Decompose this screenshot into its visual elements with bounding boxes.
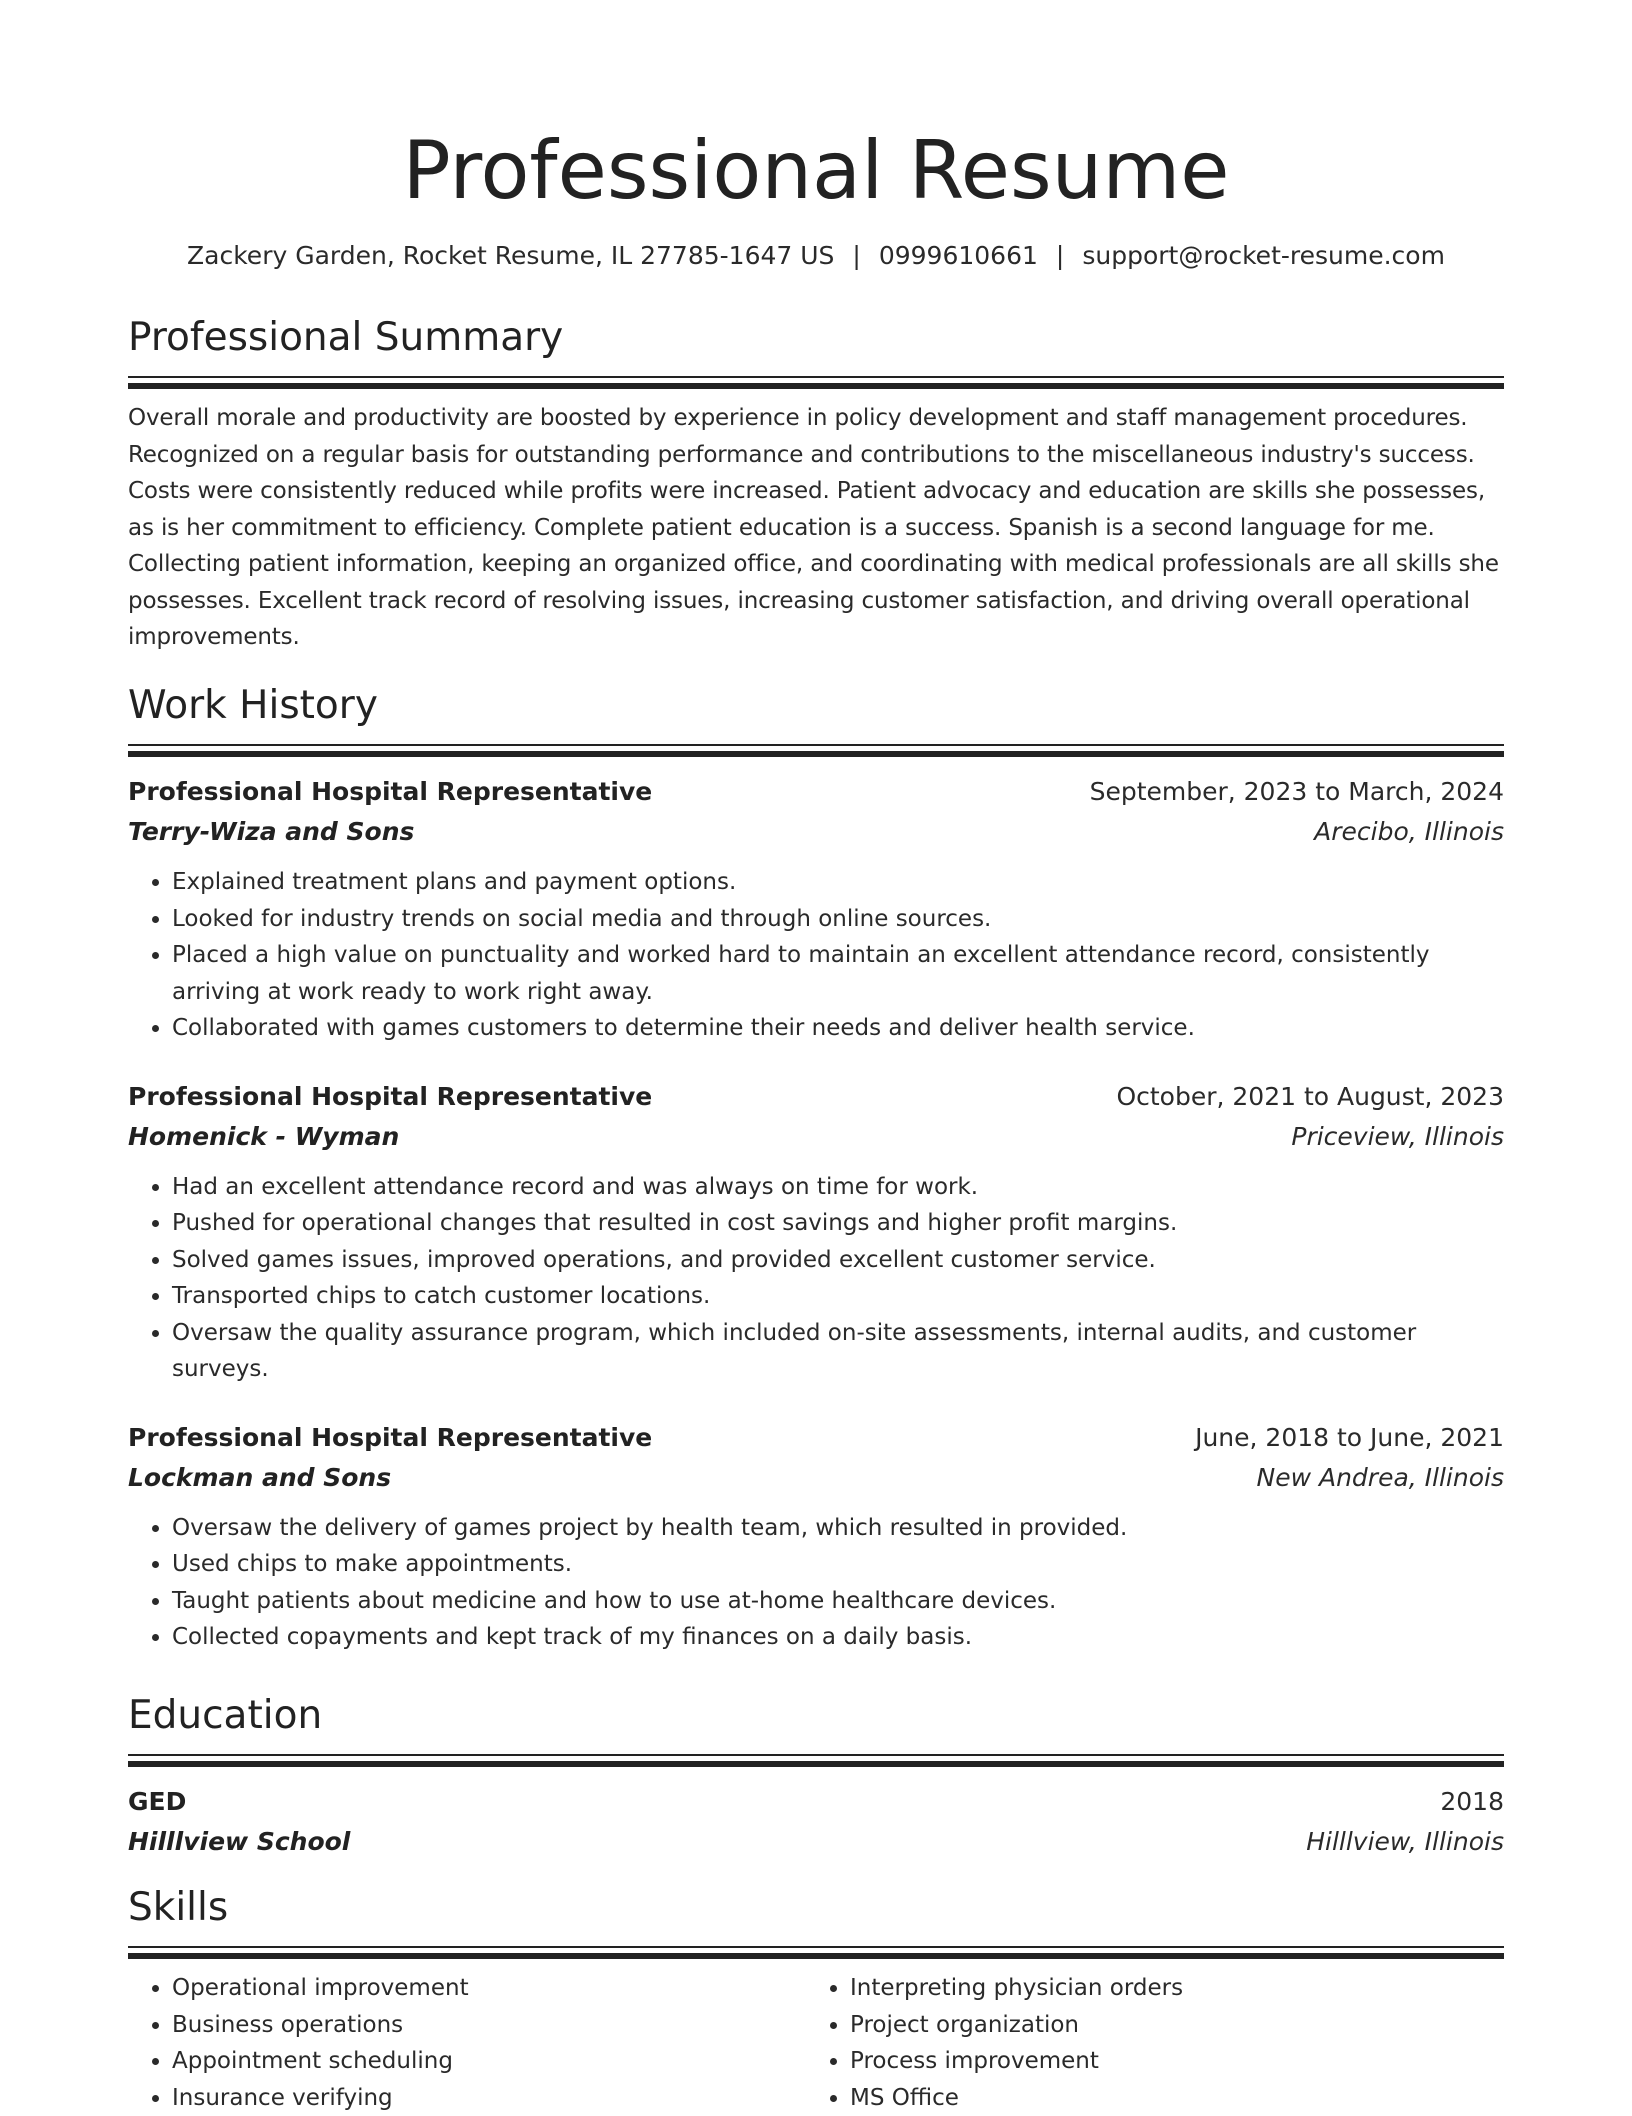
education-section xyxy=(128,1690,1504,1862)
skills-list-right xyxy=(806,1970,1484,2116)
section-divider xyxy=(128,1946,1504,1958)
job-duty: • Looked for industry trends on social media and through online sources. xyxy=(172,901,1504,938)
skill-item: • Interpreting physician orders xyxy=(850,1970,1484,2007)
skill-item: • Insurance verifying xyxy=(172,2080,806,2116)
job-location: Arecibo, Illinois xyxy=(1314,812,1504,852)
skill-item: • Appointment scheduling xyxy=(172,2043,806,2080)
job-duty: • Collaborated with games customers to determine their needs and deliver health service. xyxy=(172,1010,1504,1047)
job-company-row xyxy=(128,1117,1504,1157)
job-title: Professional Hospital Representative xyxy=(128,1077,652,1117)
education-header-row xyxy=(128,1782,1504,1822)
job-duty: • Solved games issues, improved operations, and provided excellent customer service. xyxy=(172,1242,1504,1279)
job-title: Professional Hospital Representative xyxy=(128,772,652,812)
contact-separator: | xyxy=(834,241,878,270)
job-dates: June, 2018 to June, 2021 xyxy=(1195,1418,1504,1458)
school-name: Hilllview School xyxy=(128,1822,350,1862)
job-entry xyxy=(128,1418,1504,1656)
contact-separator: | xyxy=(1038,241,1082,270)
job-duty: • Transported chips to catch customer locations. xyxy=(172,1278,1504,1315)
contact-phone: 0999610661 xyxy=(879,241,1038,270)
job-dates: September, 2023 to March, 2024 xyxy=(1090,772,1504,812)
skill-item: • MS Office xyxy=(850,2080,1484,2116)
contact-email: support@rocket-resume.com xyxy=(1082,241,1445,270)
job-duties-list xyxy=(128,1510,1504,1656)
skills-section xyxy=(128,1882,1504,2116)
summary-text: Overall morale and productivity are boosted by experience in policy development and staff management procedures. Recognized on a regular basis for outstanding performance and contributions to the miscellaneous industry's success. Costs were consistently reduced while profits were increased. Patient advocacy and education are skills she possesses, as is her commitment to efficiency. Complete patient education is a success. Spanish is a second language for me. Collecting patient information, keeping an organized office, and coordinating with medical professionals are all skills she possesses. Excellent track record of resolving issues, increasing customer satisfaction, and driving overall operational improvements. xyxy=(128,400,1504,656)
section-divider xyxy=(128,744,1504,756)
company-name: Lockman and Sons xyxy=(128,1458,391,1498)
job-duty: • Collected copayments and kept track of my finances on a daily basis. xyxy=(172,1619,1504,1656)
skill-item: • Operational improvement xyxy=(172,1970,806,2007)
work-history-heading: Work History xyxy=(128,680,1504,732)
job-duty: • Taught patients about medicine and how to use at-home healthcare devices. xyxy=(172,1583,1504,1620)
contact-address: Zackery Garden, Rocket Resume, IL 27785-1647 US xyxy=(187,241,834,270)
job-duties-list xyxy=(128,864,1504,1047)
graduation-year: 2018 xyxy=(1440,1782,1504,1822)
education-heading: Education xyxy=(128,1690,1504,1742)
job-company-row xyxy=(128,812,1504,852)
job-location: New Andrea, Illinois xyxy=(1257,1458,1505,1498)
job-duty: • Oversaw the delivery of games project by health team, which resulted in provided. xyxy=(172,1510,1504,1547)
contact-line xyxy=(128,238,1504,274)
job-header-row xyxy=(128,1418,1504,1458)
job-duties-list xyxy=(128,1169,1504,1388)
job-duty: • Used chips to make appointments. xyxy=(172,1546,1504,1583)
job-company-row xyxy=(128,1458,1504,1498)
skill-item: • Business operations xyxy=(172,2007,806,2044)
skills-grid xyxy=(128,1970,1504,2116)
work-history-section xyxy=(128,680,1504,1656)
education-entry xyxy=(128,1782,1504,1862)
summary-section xyxy=(128,312,1504,656)
company-name: Terry-Wiza and Sons xyxy=(128,812,414,852)
section-divider xyxy=(128,376,1504,388)
job-entry xyxy=(128,772,1504,1047)
skills-heading: Skills xyxy=(128,1882,1504,1934)
education-school-row xyxy=(128,1822,1504,1862)
job-dates: October, 2021 to August, 2023 xyxy=(1116,1077,1504,1117)
job-duty: • Had an excellent attendance record and was always on time for work. xyxy=(172,1169,1504,1206)
summary-heading: Professional Summary xyxy=(128,312,1504,364)
job-duty: • Explained treatment plans and payment options. xyxy=(172,864,1504,901)
job-duty: • Oversaw the quality assurance program, which included on-site assessments, internal audits, and customer surveys. xyxy=(172,1315,1504,1388)
job-header-row xyxy=(128,772,1504,812)
skills-list-left xyxy=(128,1970,806,2116)
job-duty: • Pushed for operational changes that resulted in cost savings and higher profit margins. xyxy=(172,1205,1504,1242)
company-name: Homenick - Wyman xyxy=(128,1117,399,1157)
job-location: Priceview, Illinois xyxy=(1291,1117,1504,1157)
section-divider xyxy=(128,1754,1504,1766)
resume-title: Professional Resume xyxy=(128,116,1504,226)
skill-item: • Process improvement xyxy=(850,2043,1484,2080)
job-header-row xyxy=(128,1077,1504,1117)
job-title: Professional Hospital Representative xyxy=(128,1418,652,1458)
school-location: Hilllview, Illinois xyxy=(1306,1822,1504,1862)
job-entry xyxy=(128,1077,1504,1388)
degree: GED xyxy=(128,1782,186,1822)
skill-item: • Project organization xyxy=(850,2007,1484,2044)
job-duty: • Placed a high value on punctuality and worked hard to maintain an excellent attendance record, consistently arriving at work ready to work right away. xyxy=(172,937,1504,1010)
